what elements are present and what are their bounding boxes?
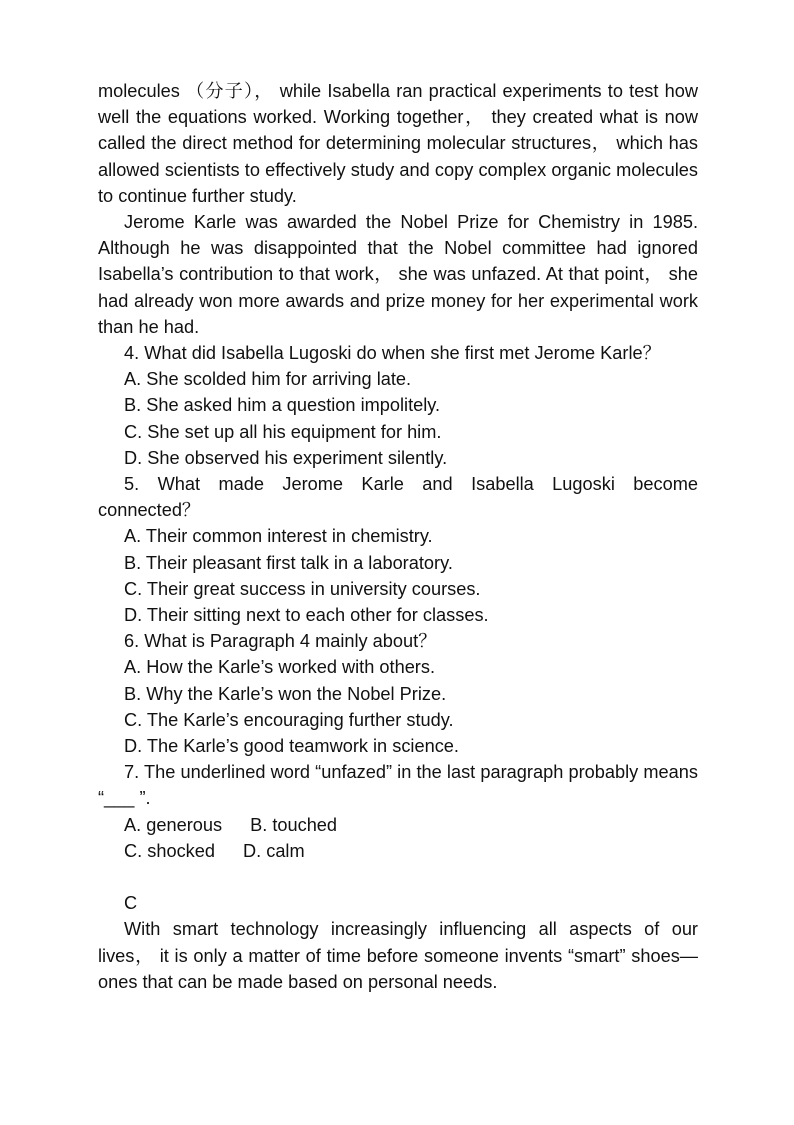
question-4-option-b: B. She asked him a question impolitely. [124,395,441,416]
question-7-option-a: A. generous [124,814,223,835]
question-4-stem: 4. What did Isabella Lugoski do when she first met Jerome Karle？ [124,343,661,364]
question-6-option-c: C. The Karle’s encouraging further study. [124,709,454,730]
question-5-option-a: A. Their common interest in chemistry. [124,526,433,547]
question-7-option-c: C. shocked [124,840,215,861]
question-6-stem: 6. What is Paragraph 4 mainly about？ [124,631,437,652]
question-5-option-c: C. Their great success in university courses. [124,578,481,599]
document-content [98,78,698,995]
question-7-options-row-1 [98,812,698,838]
question-7-option-b: B. touched [250,814,338,835]
question-6-option-b: B. Why the Karle’s won the Nobel Prize. [124,683,447,704]
question-4-option-d: D. She observed his experiment silently. [124,447,448,468]
question-4-option-a: A. She scolded him for arriving late. [124,369,412,390]
question-7-options-row-2 [98,838,698,864]
question-7-stem: 7. The underlined word “unfazed” in the last paragraph probably means “___ ”. [98,762,698,809]
passage-c-paragraph-1: With smart technology increasingly influencing all aspects of our lives， it is only a matter of time before someone invents “smart” shoes—ones that can be made based on personal needs. [98,919,698,992]
question-7-option-d: D. calm [242,840,305,861]
passage-b-paragraph-3-end: molecules （分子）， while Isabella ran practical experiments to test how well the equations worked. Working together， they created what is now called the direct method for determining molecular structures， which has allowed scientists to effectively study and copy complex organic molecules to continue further study. [98,81,698,206]
question-6-option-d: D. The Karle’s good teamwork in science. [124,736,459,757]
question-4-option-c: C. She set up all his equipment for him. [124,421,442,442]
passage-b-paragraph-5: Jerome Karle was awarded the Nobel Prize for Chemistry in 1985. Although he was disappointed that the Nobel committee had ignored Isabella’s contribution to that work， she was unfazed. At that point， she had already won more awards and prize money for her experimental work than he had. [98,212,698,337]
section-spacer [98,864,698,890]
question-6-option-a: A. How the Karle’s worked with others. [124,657,436,678]
question-5-option-d: D. Their sitting next to each other for classes. [124,605,489,626]
question-5-stem: 5. What made Jerome Karle and Isabella Lugoski become connected？ [98,474,698,521]
question-5-option-b: B. Their pleasant first talk in a laboratory. [124,552,453,573]
passage-c-letter: C [124,893,138,914]
